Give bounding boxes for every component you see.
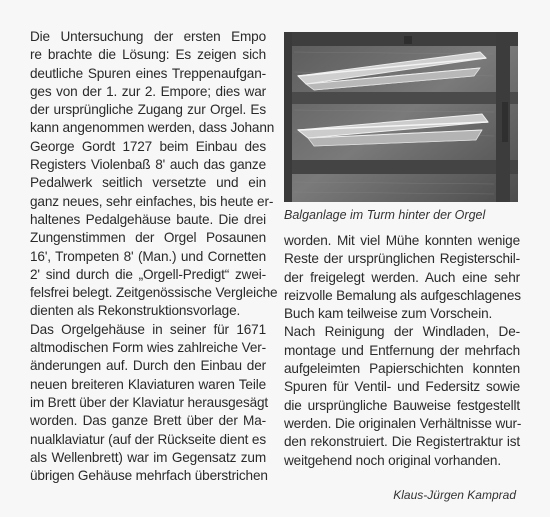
text-line: Buch kam teilweise zum Vorschein.	[284, 306, 493, 322]
photo-caption: Balganlage im Turm hinter der Orgel	[284, 208, 486, 222]
text-line: änderungen auf. Durch den Einbau der	[30, 358, 266, 374]
bellows-photo	[284, 32, 518, 202]
text-line: George Gordt 1727 beim Einbau des	[30, 138, 266, 154]
text-line: im Brett über der Klaviatur herausgesägt	[30, 394, 269, 410]
text-line: Spuren für Ventil- und Federsitz sowie	[284, 379, 520, 395]
text-line: übrigen Gehäuse mehrfach überstrichen	[30, 468, 268, 484]
text-line: als Wellenbrett) war im Gegensatz zum	[30, 449, 266, 465]
text-line: Zungenstimmen der Orgel Posaunen	[30, 230, 266, 246]
text-line: re brachte die Lösung: Es zeigen sich	[30, 47, 266, 63]
text-line: aufgeleimten Papierschichten konnten	[284, 361, 520, 377]
text-line: worden. Das ganze Brett über der Ma-	[30, 413, 266, 429]
text-line: Das Orgelgehäuse in seiner für 1671	[30, 321, 266, 337]
text-line: die ursprüngliche Bauweise festgestellt	[284, 397, 520, 413]
bellows-photo-graphic	[284, 32, 518, 202]
text-line: ges von der 1. zur 2. Empore; dies war	[30, 83, 266, 99]
text-line: Nach Reinigung der Windladen, De-	[284, 324, 520, 340]
author-signature: Klaus-Jürgen Kamprad	[393, 488, 516, 502]
text-line: montage und Entfernung der mehrfach	[284, 342, 520, 358]
text-line: neuen breiteren Klaviaturen waren Teile	[30, 376, 266, 392]
text-line: haltenes Pedalgehäuse baute. Die drei	[30, 211, 266, 227]
text-line: dienten als Rekonstruktionsvorlage.	[30, 303, 241, 319]
text-line: weitgehend noch original vorhanden.	[284, 452, 501, 468]
left-text-column	[30, 28, 278, 485]
text-line: Pedalwerk seitlich versetzte und ein	[30, 175, 266, 191]
text-line: den rekonstruiert. Die Registertraktur ist	[284, 434, 520, 450]
text-line: werden. Die originalen Verhältnisse wur-	[284, 415, 522, 431]
text-line: Registers Violenbaß 8' auch das ganze	[30, 157, 266, 173]
text-line: Die Untersuchung der ersten Empo	[30, 29, 266, 44]
text-line: ganz neues, sehr einfaches, bis heute er-	[30, 193, 274, 209]
text-line: Reste der ursprünglichen Registerschil-	[284, 251, 520, 267]
text-line: kann angenommen werden, dass Johann	[30, 120, 275, 136]
text-line: 2' sind durch die „Orgell-Predigt“ zwei-	[30, 266, 266, 282]
text-line: felsfrei belegt. Zeitgenössische Vergleiche	[30, 285, 278, 301]
text-line: 16', Trompeten 8' (Man.) und Cornetten	[30, 248, 266, 264]
text-line: altmodischen Form wies zahlreiche Ver-	[30, 340, 266, 356]
text-line: der ursprüngliche Zugang zur Orgel. Es	[30, 102, 266, 118]
right-text-column	[284, 232, 520, 470]
text-line: reizvolle Bemalung als aufgeschlagenes	[284, 287, 521, 303]
text-line: der freigelegt werden. Auch eine sehr	[284, 269, 520, 285]
text-line: deutliche Spuren eines Treppenaufgan-	[30, 65, 266, 81]
text-line: nualklaviatur (auf der Rückseite dient es	[30, 431, 266, 447]
text-line: worden. Mit viel Mühe konnten wenige	[284, 233, 520, 248]
